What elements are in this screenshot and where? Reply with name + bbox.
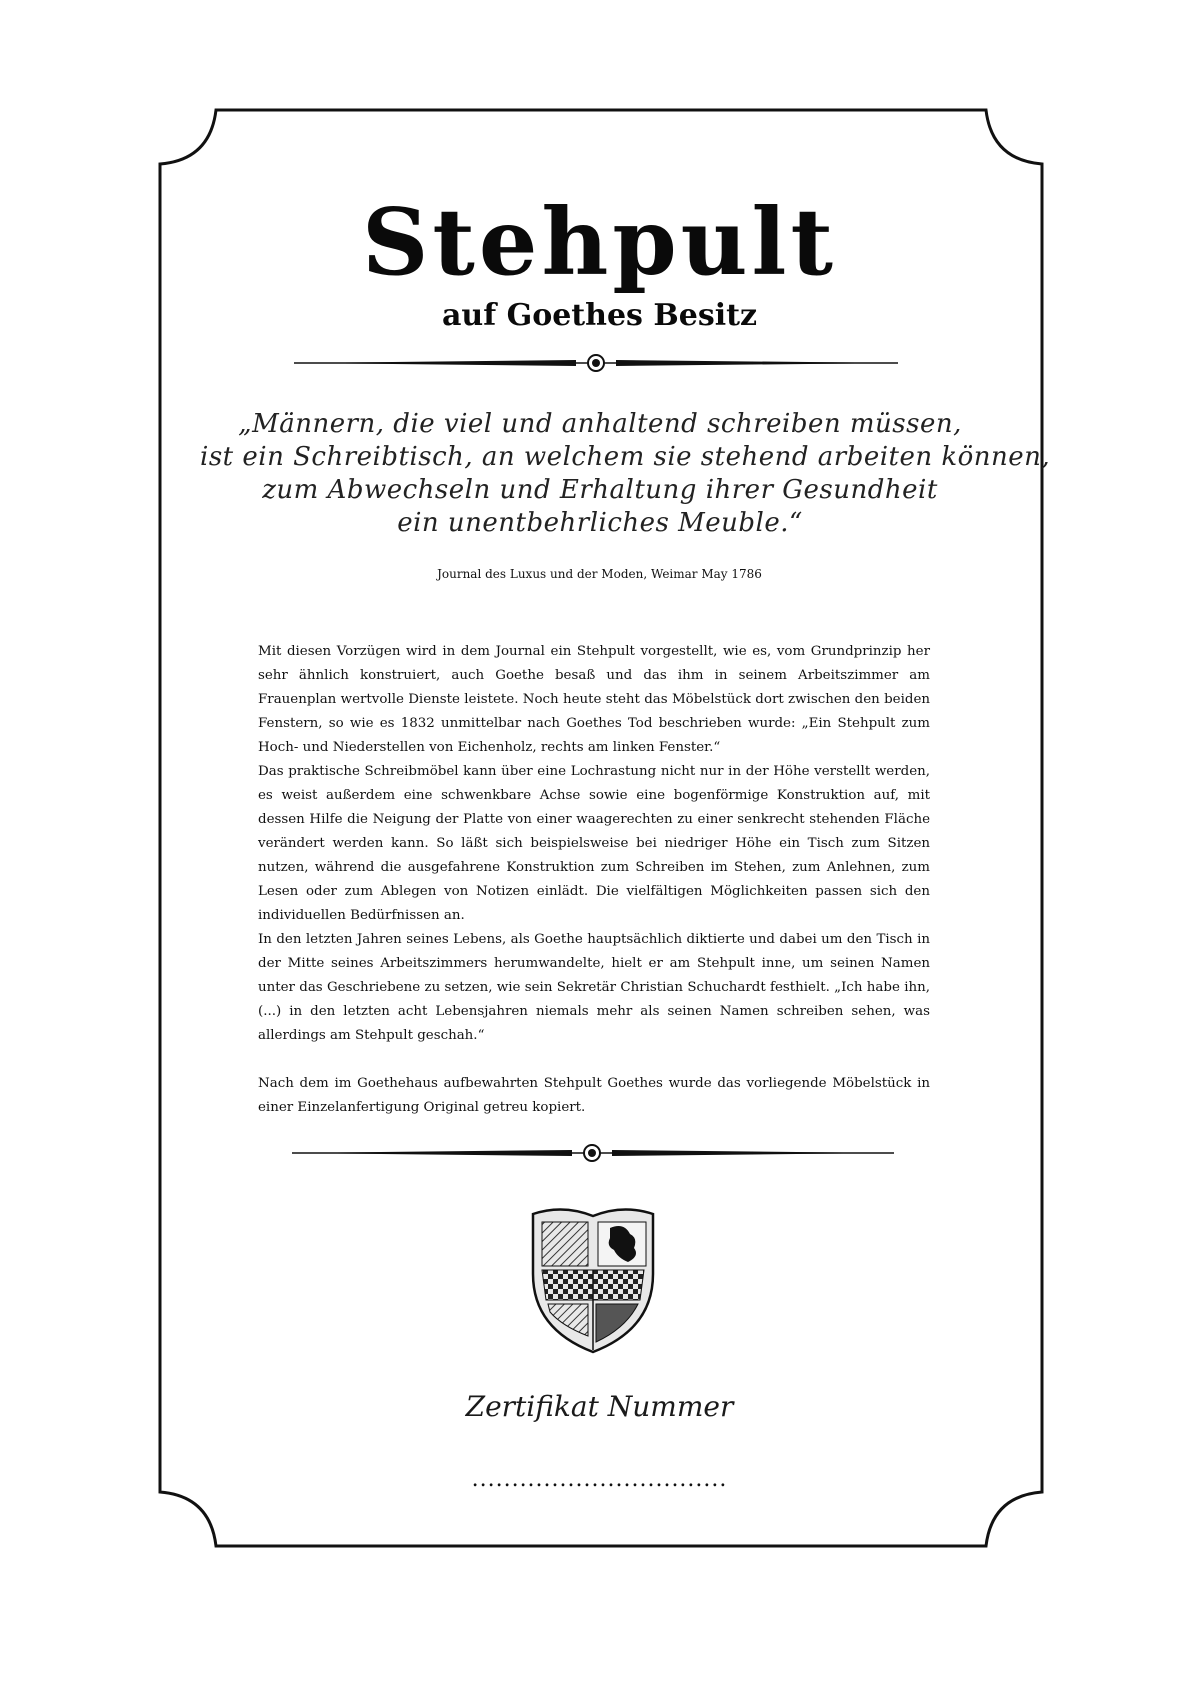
quote-line: zum Abwechseln und Erhaltung ihrer Gesundheit	[262, 475, 938, 505]
page-subtitle: auf Goethes Besitz	[441, 298, 758, 333]
body-paragraph: Das praktische Schreibmöbel kann über eine Lochrastung nicht nur in der Höhe verstellt werden, es weist außerdem eine schwenkbare Achse sowie eine bogenförmige Konstruktion auf, mit dessen Hilfe die Neigung der Platte von einer waagerechten zu einer senkrecht stehenden Fläche verändert werden kann. So läßt sich beispielsweise bei niedriger Höhe ein Tisch zum Sitzen nutzen, während die ausgefahrene Konstruktion zum Schreiben im Stehen, zum Anlehnen, zum Lesen oder zum Ablegen von Notizen einlädt. Die vielfältigen Möglichkeiten passen sich den individuellen Bedürfnissen an.	[258, 764, 930, 923]
body-paragraph: Nach dem im Goethehaus aufbewahrten Stehpult Goethes wurde das vorliegende Möbelstück in einer Einzelanfertigung Original getreu kopiert.	[258, 1076, 930, 1115]
divider-bottom	[0, 1143, 1199, 1163]
quote-line: „Männern, die viel und anhaltend schreiben müssen,	[238, 409, 962, 439]
page-title: Stehpult	[361, 188, 838, 296]
coat-of-arms-icon	[528, 1204, 658, 1354]
certificate-label: Zertifikat Nummer	[465, 1390, 734, 1423]
divider-top	[0, 353, 1199, 373]
body-text	[258, 640, 930, 1120]
body-paragraph: Mit diesen Vorzügen wird in dem Journal ein Stehpult vorgestellt, wie es, vom Grundprinzip her sehr ähnlich konstruiert, auch Goethe besaß und das ihm in seinem Arbeitszimmer am Frauenplan wertvolle Dienste leistete. Noch heute steht das Möbelstück dort zwischen den beiden Fenstern, so wie es 1832 unmittelbar nach Goethes Tod beschrieben wurde: „Ein Stehpult zum Hoch- und Niederstellen von Eichenholz, rechts am linken Fenster.“	[258, 644, 930, 755]
quote-line: ein unentbehrliches Meuble.“	[397, 508, 803, 538]
body-paragraph: In den letzten Jahren seines Lebens, als Goethe hauptsächlich diktierte und dabei um den Tisch in der Mitte seines Arbeitszimmers herumwandelte, hielt er am Stehpult inne, um seinen Namen unter das Geschriebene zu setzen, wie sein Sekretär Christian Schuchardt festhielt. „Ich habe ihn, (...) in den letzten acht Lebensjahren niemals mehr als seinen Namen schreiben sehen, was allerdings am Stehpult geschah.“	[258, 932, 930, 1043]
quote-line: ist ein Schreibtisch, an welchem sie stehend arbeiten können,	[200, 442, 1051, 472]
quote-block	[200, 408, 1051, 540]
certificate-number-field: ................................	[471, 1467, 728, 1492]
quote-source: Journal des Luxus und der Moden, Weimar May 1786	[437, 567, 762, 581]
